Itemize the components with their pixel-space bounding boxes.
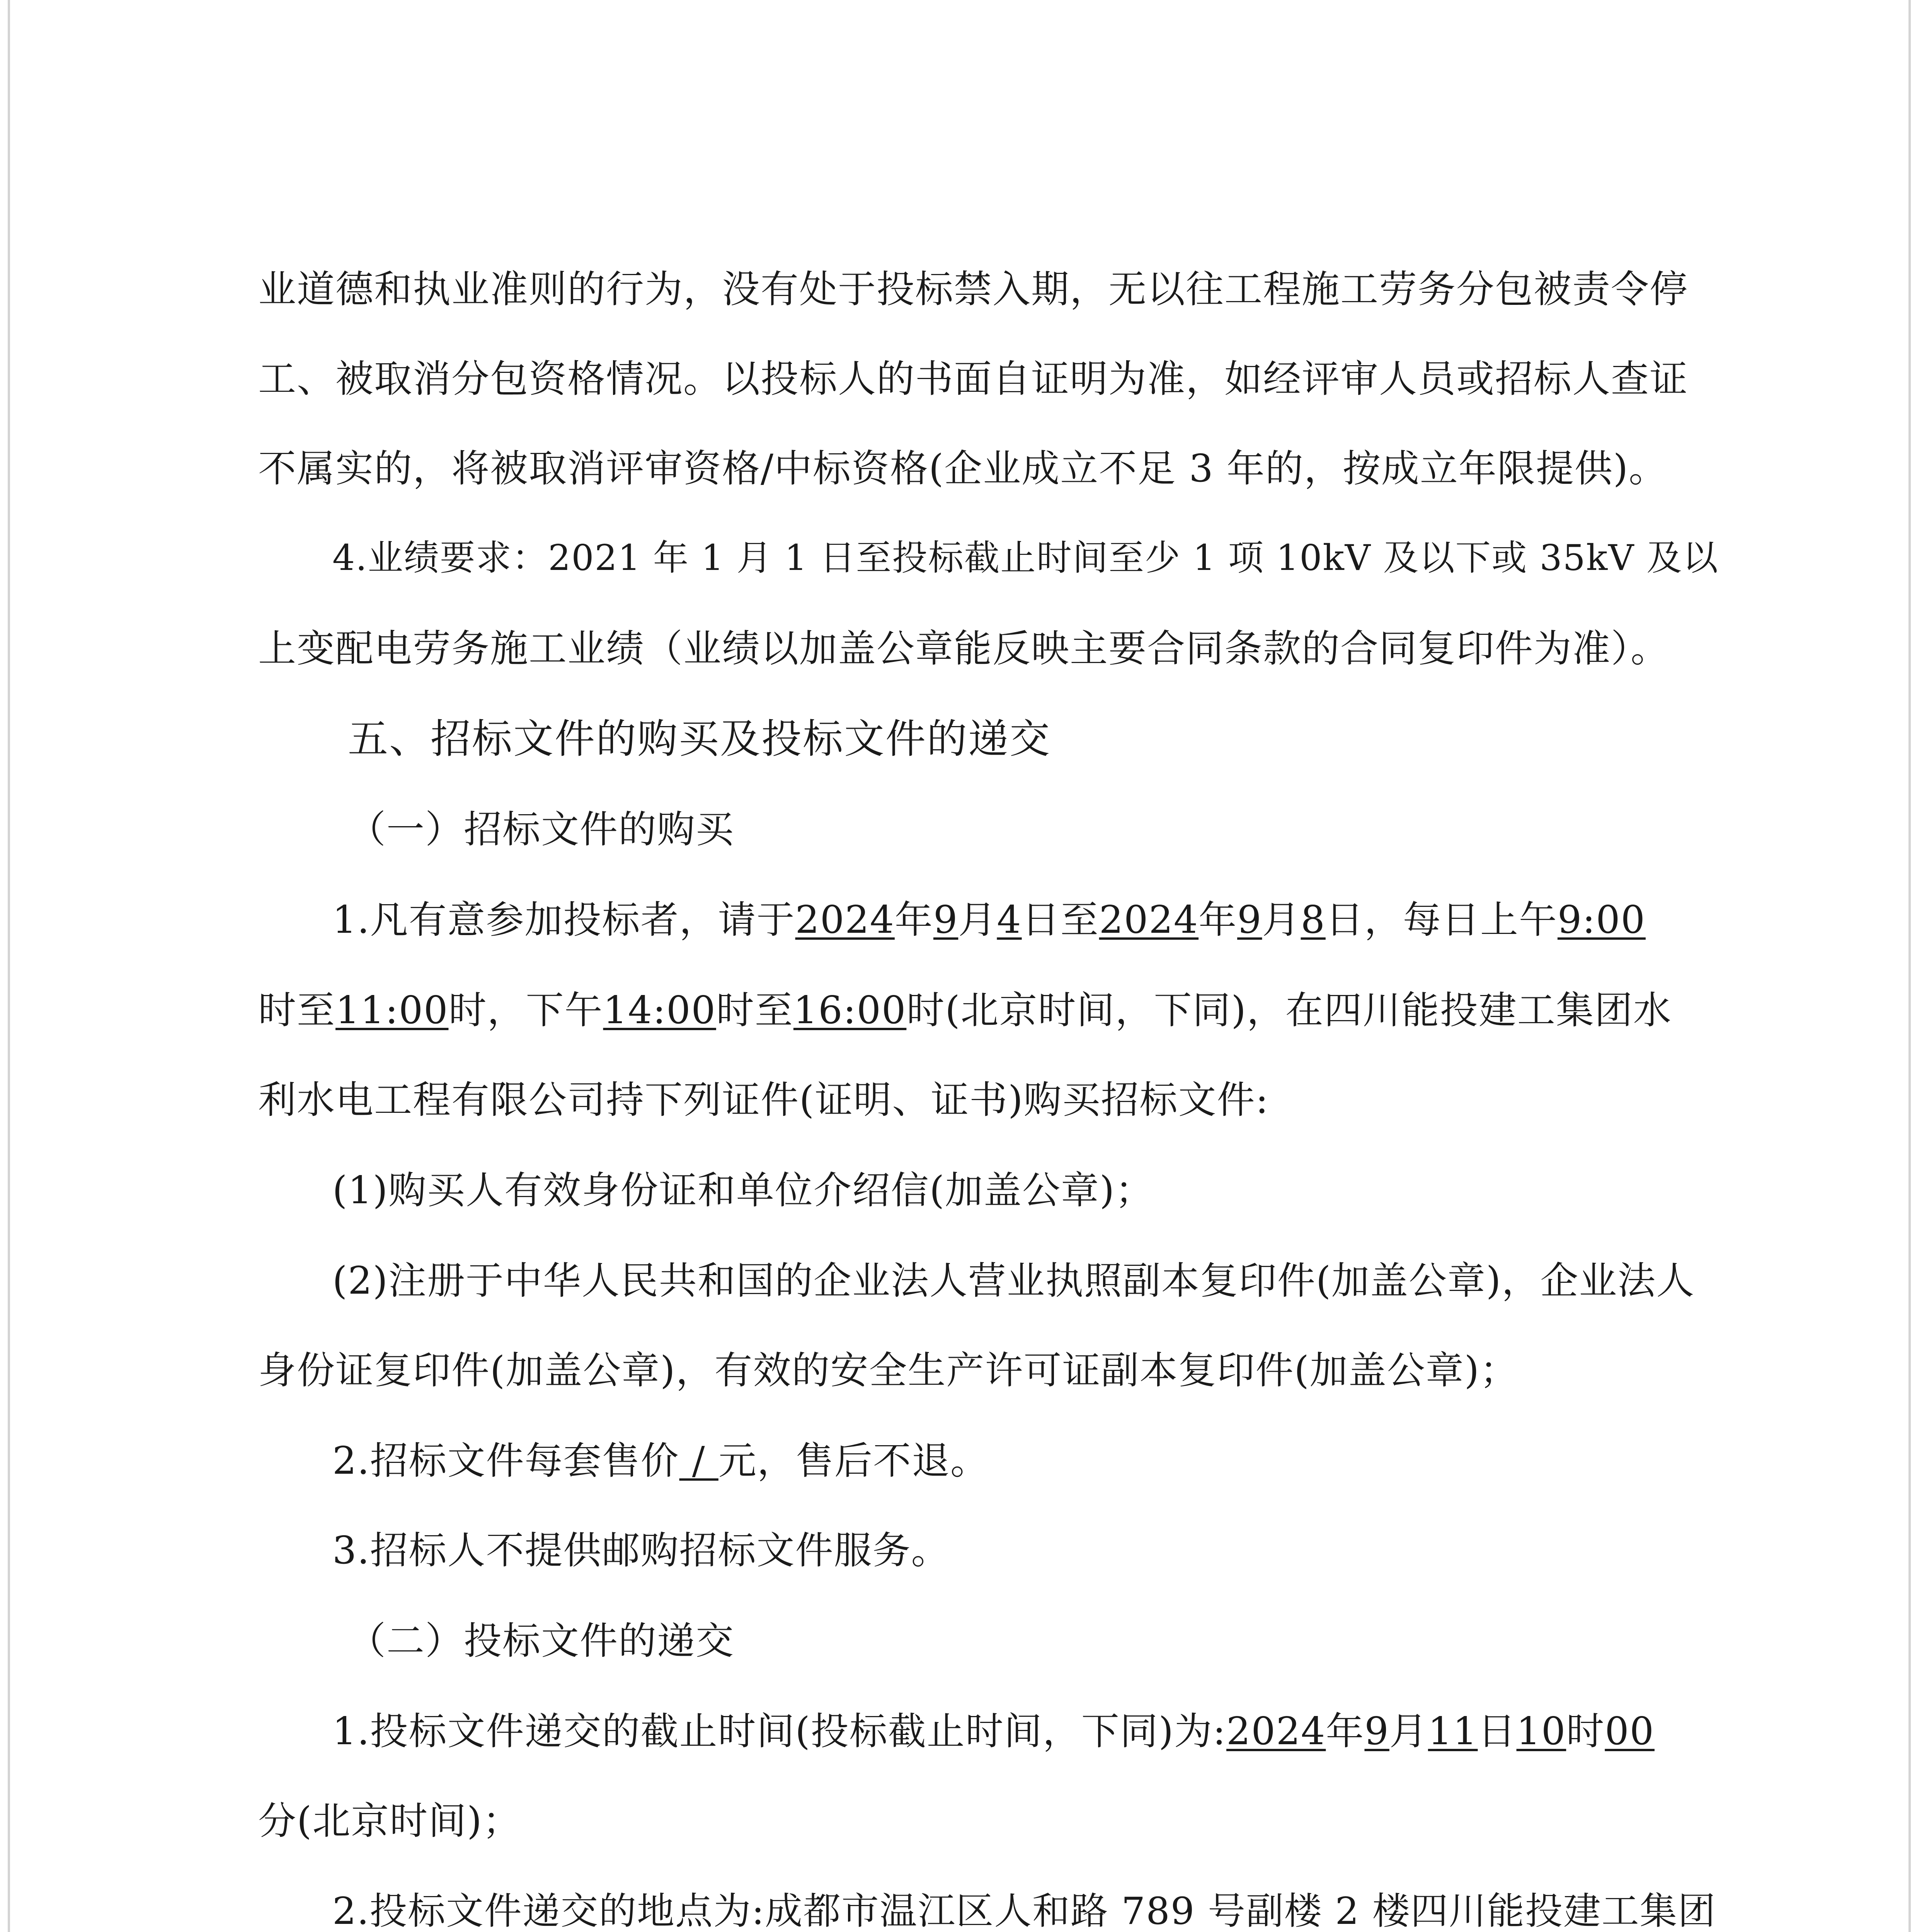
afternoon-start-time: 14:00 (603, 988, 716, 1032)
purchase-item-1-line-1: 1.凡有意参加投标者，请于2024年9月4日至2024年9月8日，每日上午9:00 (332, 898, 1646, 942)
deadline-month: 9 (1364, 1709, 1389, 1753)
qualification-line-3: 不属实的，将被取消评审资格/中标资格(企业成立不足 3 年的，按成立年限提供)。 (258, 447, 1668, 491)
purchase-end-year: 2024 (1099, 898, 1199, 942)
scan-edge-left (8, 0, 10, 1932)
deadline-minute: 00 (1605, 1709, 1655, 1753)
purchase-item-2-price: 2.招标文件每套售价 / 元，售后不退。 (332, 1439, 989, 1483)
qualification-line-2: 工、被取消分包资格情况。以投标人的书面自证明为准，如经评审人员或招标人查证 (258, 357, 1689, 401)
subsection-purchase-heading: （一）招标文件的购买 (348, 808, 735, 852)
section-5-heading: 五、招标文件的购买及投标文件的递交 (348, 715, 1051, 762)
submission-deadline-line-2: 分(北京时间)； (258, 1799, 521, 1843)
price-value: / (679, 1439, 718, 1483)
purchase-item-1-line-2: 时至11:00时，下午14:00时至16:00时(北京时间，下同)，在四川能投建工集团水 (258, 988, 1672, 1032)
deadline-year: 2024 (1226, 1709, 1326, 1753)
purchase-requirement-2-line-1: (2)注册于中华人民共和国的企业法人营业执照副本复印件(加盖公章)，企业法人 (332, 1259, 1695, 1303)
purchase-requirement-1: (1)购买人有效身份证和单位介绍信(加盖公章)； (332, 1168, 1154, 1213)
morning-end-time: 11:00 (335, 988, 449, 1032)
qualification-line-1: 业道德和执业准则的行为，没有处于投标禁入期，无以往工程施工劳务分包被责令停 (258, 267, 1689, 311)
performance-line-2: 上变配电劳务施工业绩（业绩以加盖公章能反映主要合同条款的合同复印件为准）。 (258, 627, 1670, 671)
deadline-day: 11 (1428, 1709, 1478, 1753)
submission-location-line-1: 2.投标文件递交的地点为:成都市温江区人和路 789 号副楼 2 楼四川能投建工集团 (332, 1889, 1716, 1932)
purchase-end-month: 9 (1237, 898, 1262, 942)
scan-edge-right (1908, 0, 1911, 1932)
submission-deadline-line-1: 1.投标文件递交的截止时间(投标截止时间，下同)为:2024年9月11日10时00 (332, 1709, 1655, 1753)
performance-line-1: 4.业绩要求：2021 年 1 月 1 日至投标截止时间至少 1 项 10kV 及以下或 35kV 及以 (332, 537, 1719, 578)
purchase-requirement-2-line-2: 身份证复印件(加盖公章)，有效的安全生产许可证副本复印件(加盖公章)； (258, 1349, 1519, 1393)
purchase-start-day: 4 (997, 898, 1022, 942)
purchase-item-3: 3.招标人不提供邮购招标文件服务。 (332, 1529, 950, 1573)
purchase-item-1-line-3: 利水电工程有限公司持下列证件(证明、证书)购买招标文件: (258, 1078, 1269, 1122)
deadline-hour: 10 (1516, 1709, 1566, 1753)
purchase-end-day: 8 (1301, 898, 1326, 942)
purchase-start-month: 9 (933, 898, 958, 942)
afternoon-end-time: 16:00 (793, 988, 907, 1032)
purchase-start-year: 2024 (795, 898, 895, 942)
morning-start-time: 9:00 (1557, 898, 1646, 942)
subsection-submission-heading: （二）投标文件的递交 (348, 1619, 735, 1663)
